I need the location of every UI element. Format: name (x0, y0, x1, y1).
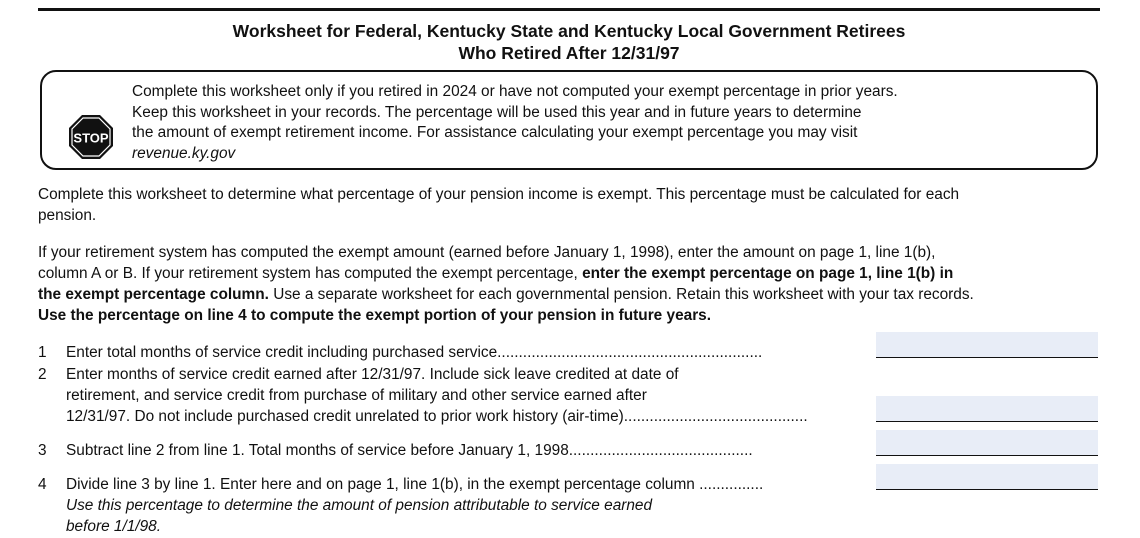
line-text (66, 342, 762, 363)
intro-p2-line-2 (38, 263, 1100, 284)
line-4-label: Divide line 3 by line 1. Enter here and on page 1, line 1(b), in the exempt percentage column (66, 476, 695, 493)
intro-p1-line-2: pension. (38, 207, 97, 224)
intro-p2-line-4: Use the percentage on line 4 to compute the exempt portion of your pension in future years. (38, 307, 712, 324)
intro-p2-line-2a: column A or B. If your retirement system has computed the exempt percentage, (38, 265, 583, 282)
leader-dots: ........................................... (623, 408, 808, 425)
line-2-input[interactable] (876, 396, 1098, 422)
line-number: 4 (38, 476, 47, 493)
stop-icon-label: STOP (73, 130, 109, 146)
intro-p1-line-1: Complete this worksheet to determine what percentage of your pension income is exempt. This percentage must be calculated for each (38, 186, 960, 203)
line-4-note-1: Use this percentage to determine the amount of pension attributable to service earned (66, 497, 653, 514)
intro-p2-line-2b: enter the exempt percentage on page 1, line 1(b) in (582, 265, 954, 282)
line-3-input[interactable] (876, 430, 1098, 456)
line-1-label: Enter total months of service credit including purchased service (66, 344, 498, 361)
leader-dots: ............... (694, 476, 764, 493)
title-line-1: Worksheet for Federal, Kentucky State and Kentucky Local Government Retirees (232, 21, 906, 41)
intro-p2-line-3 (38, 284, 1100, 305)
line-text (66, 406, 808, 427)
line-number: 3 (38, 442, 47, 459)
line-number: 2 (38, 366, 47, 383)
intro-paragraph-1 (38, 184, 1100, 226)
line-2-text-3: 12/31/97. Do not include purchased credit unrelated to prior work history (air-time) (66, 408, 624, 425)
line-3-label: Subtract line 2 from line 1. Total months of service before January 1, 1998 (66, 442, 569, 459)
line-number: 1 (38, 344, 47, 361)
stop-sign-icon (68, 114, 114, 160)
line-4-input[interactable] (876, 464, 1098, 490)
stop-notice-text (132, 82, 1076, 164)
intro-paragraph-2 (38, 242, 1100, 326)
intro-p2-line-3a: the exempt percentage column. (38, 286, 269, 303)
intro-p2-line-3b: Use a separate worksheet for each governmental pension. Retain this worksheet with your tax records. (268, 286, 974, 303)
leader-dots: ........................................... (568, 442, 753, 459)
line-text (66, 474, 763, 495)
line-1-input[interactable] (876, 332, 1098, 358)
revenue-link[interactable]: revenue.ky.gov (132, 144, 236, 162)
stop-line-3: the amount of exempt retirement income. For assistance calculating your exempt percentage you may visit (132, 124, 858, 141)
line-2-text-2: retirement, and service credit from purchase of military and other service earned after (66, 387, 647, 404)
leader-dots: .............................................................. (497, 344, 763, 361)
line-2-text-1: Enter months of service credit earned after 12/31/97. Include sick leave credited at date of (66, 366, 679, 383)
intro-p2-line-1: If your retirement system has computed the exempt amount (earned before January 1, 1998), enter the amount on page 1, line 1(b), (38, 244, 936, 261)
top-rule (38, 8, 1100, 11)
stop-line-1: Complete this worksheet only if you retired in 2024 or have not computed your exempt percentage in prior years. (132, 83, 898, 100)
worksheet-title (38, 20, 1100, 64)
line-4-note-2: before 1/1/98. (66, 518, 161, 535)
title-line-2: Who Retired After 12/31/97 (458, 43, 680, 63)
stop-line-2: Keep this worksheet in your records. The percentage will be used this year and in future years to determine (132, 103, 862, 121)
line-text (66, 440, 753, 461)
